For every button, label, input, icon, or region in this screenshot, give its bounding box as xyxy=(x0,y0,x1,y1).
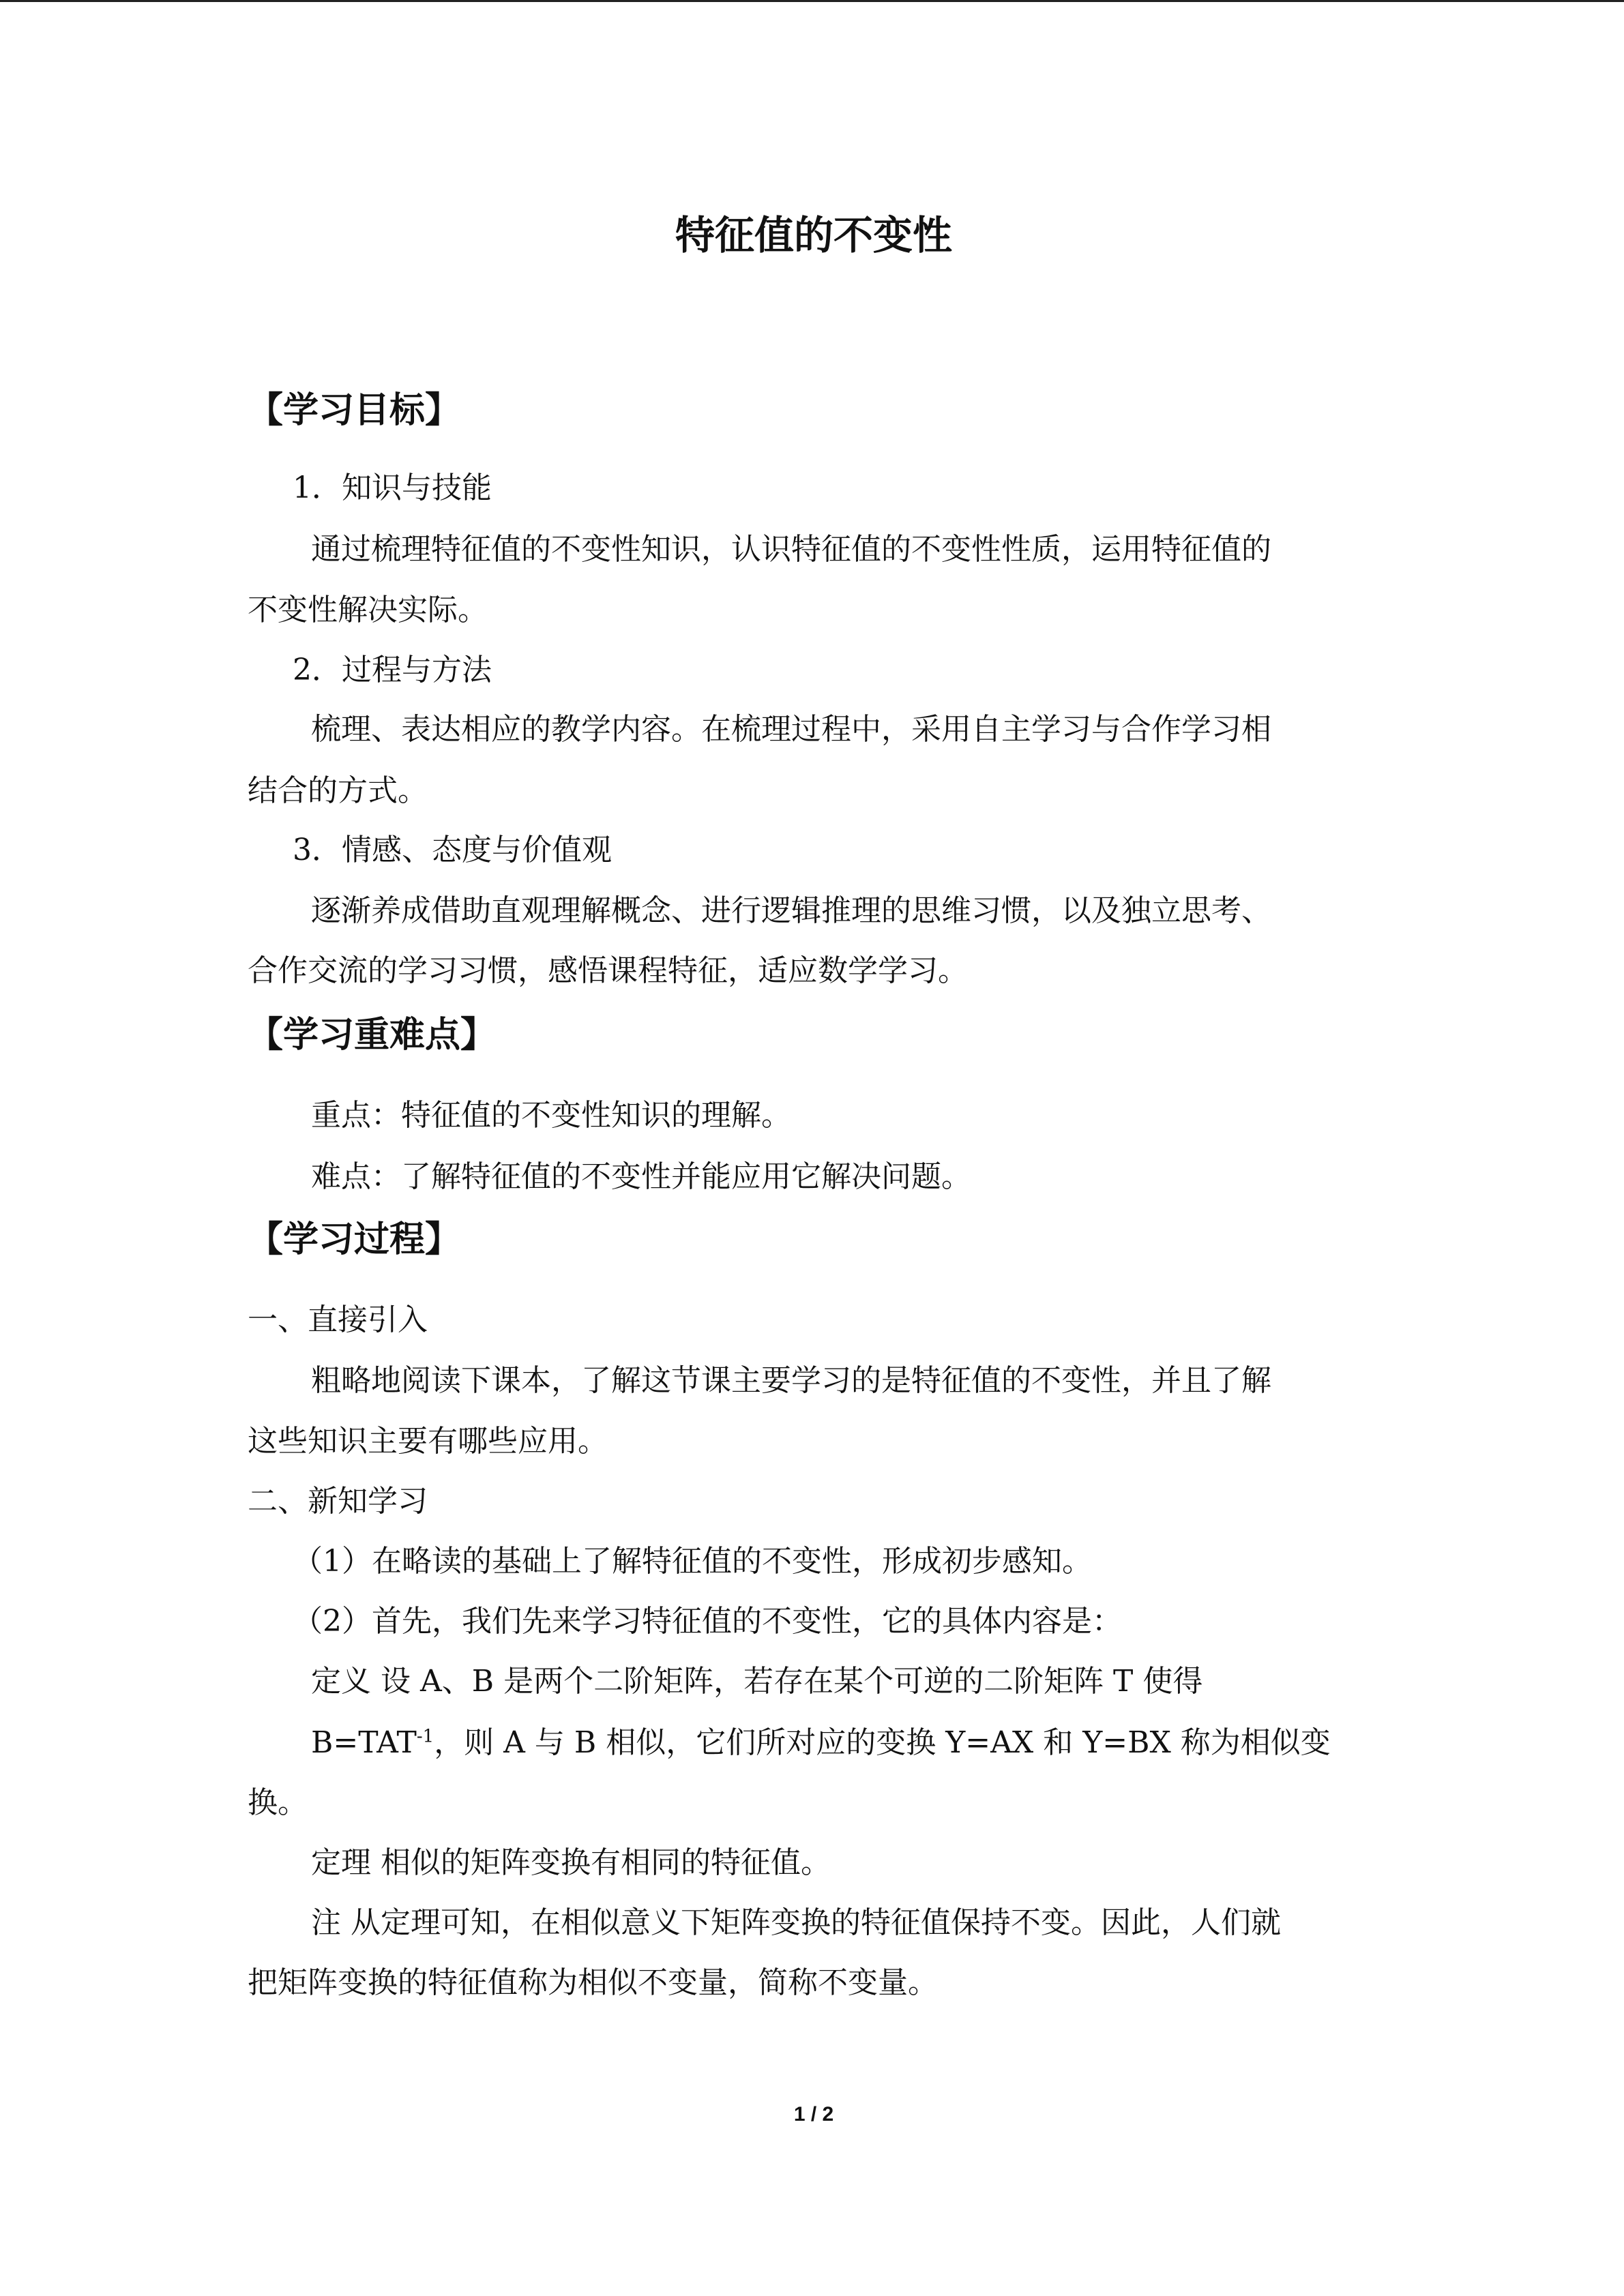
definition-line2 xyxy=(311,1723,1380,1763)
objective-3-text-line2: 合作交流的学习习惯，感悟课程特征，适应数学学习。 xyxy=(248,953,968,988)
objective-1-label: 1．知识与技能 xyxy=(293,471,492,505)
objective-2-text-line2: 结合的方式。 xyxy=(248,773,428,808)
objective-3-text-line1: 逐渐养成借助直观理解概念、进行逻辑推理的思维习惯，以及独立思考、 xyxy=(311,893,1271,928)
note-line1: 注 从定理可知，在相似意义下矩阵变换的特征值保持不变。因此，人们就 xyxy=(311,1905,1281,1940)
objective-1-text-line2: 不变性解决实际。 xyxy=(248,593,488,627)
process-heading: 【学习过程】 xyxy=(248,1219,461,1260)
objective-2-label: 2．过程与方法 xyxy=(293,653,492,687)
key-points-heading: 【学习重难点】 xyxy=(248,1014,497,1056)
note-line2: 把矩阵变换的特征值称为相似不变量，简称不变量。 xyxy=(248,1965,938,2000)
objective-2-text-line1: 梳理、表达相应的教学内容。在梳理过程中，采用自主学习与合作学习相 xyxy=(311,712,1271,747)
part1-text-line1: 粗略地阅读下课本，了解这节课主要学习的是特征值的不变性，并且了解 xyxy=(311,1363,1271,1398)
definition-formula: B=TAT xyxy=(311,1725,417,1760)
key-point: 重点：特征值的不变性知识的理解。 xyxy=(311,1098,791,1133)
objectives-heading: 【学习目标】 xyxy=(248,389,461,431)
definition-line1: 定义 设 A、B 是两个二阶矩阵，若存在某个可逆的二阶矩阵 T 使得 xyxy=(311,1664,1203,1699)
part1-text-line2: 这些知识主要有哪些应用。 xyxy=(248,1424,608,1459)
document-page xyxy=(248,0,1380,2296)
part2-step1: （1）在略读的基础上了解特征值的不变性，形成初步感知。 xyxy=(293,1544,1092,1579)
part1-title: 一、直接引入 xyxy=(248,1302,428,1337)
definition-line2-rest: ，则 A 与 B 相似，它们所对应的变换 Y=AX 和 Y=BX 称为相似变 xyxy=(434,1725,1331,1760)
page-number: 1 / 2 xyxy=(793,2103,834,2126)
objective-3-label: 3．情感、态度与价值观 xyxy=(293,833,612,867)
document-title: 特征值的不变性 xyxy=(675,212,952,258)
part2-title: 二、新知学习 xyxy=(248,1484,428,1519)
part2-step2: （2）首先，我们先来学习特征值的不变性，它的具体内容是： xyxy=(293,1604,1122,1639)
difficult-point: 难点：了解特征值的不变性并能应用它解决问题。 xyxy=(311,1159,971,1194)
definition-superscript: -1 xyxy=(416,1726,434,1747)
objective-1-text-line1: 通过梳理特征值的不变性知识，认识特征值的不变性性质，运用特征值的 xyxy=(311,532,1271,567)
definition-line3: 换。 xyxy=(248,1785,308,1820)
theorem: 定理 相似的矩阵变换有相同的特征值。 xyxy=(311,1845,831,1880)
